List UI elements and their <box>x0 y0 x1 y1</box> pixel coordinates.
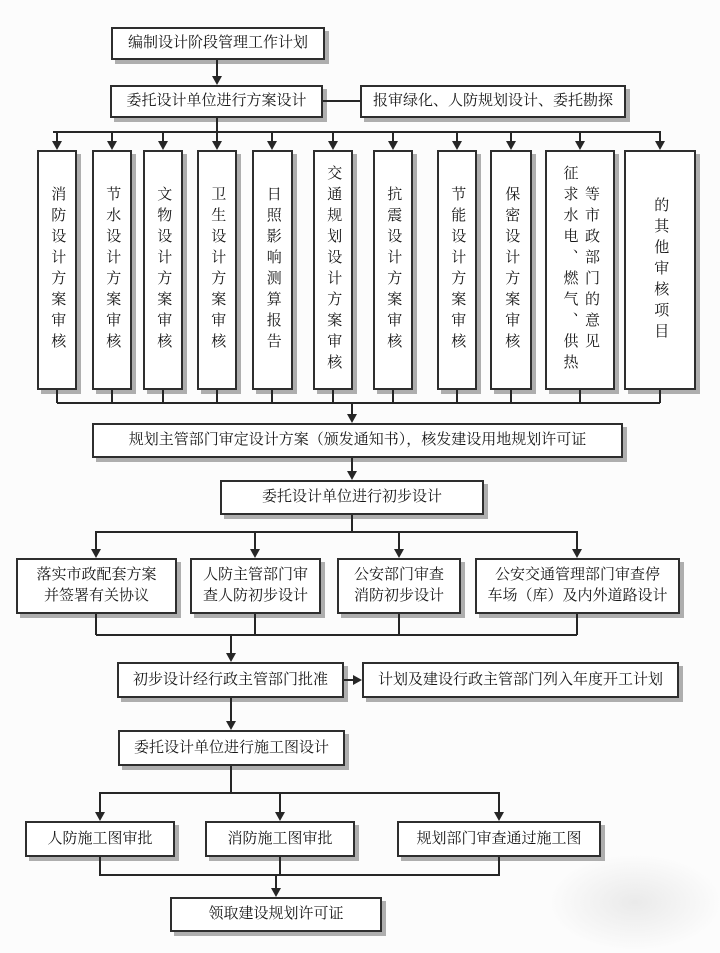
column-label: 交通规划设计方案审核 <box>325 165 342 375</box>
box-label: 计划及建设行政主管部门列入年度开工计划 <box>377 671 663 688</box>
column-label: 卫生设计方案审核 <box>209 186 226 354</box>
box-label: 委托设计单位进行初步设计 <box>261 489 442 505</box>
arrowhead-down <box>575 141 585 150</box>
box-label: 委托设计单位进行方案设计 <box>126 93 307 109</box>
collecting-line <box>96 634 577 636</box>
box-label: 规划主管部门审定设计方案（颁发通知书），核发建设用地规划许可证 <box>128 432 587 448</box>
box-label: 规划部门审查通过施工图 <box>416 830 582 847</box>
connector-hline <box>344 679 353 681</box>
box-label: 人防施工图审批 <box>47 830 153 847</box>
arrowhead-down <box>226 653 236 662</box>
arrowhead-down <box>328 141 338 150</box>
review-column-energy-saving <box>437 150 477 390</box>
connector-vline <box>279 792 281 813</box>
review-column-seismic <box>373 150 413 390</box>
arrowhead-right <box>353 675 362 685</box>
connector-vline <box>254 614 256 635</box>
review-column-fire <box>37 150 77 390</box>
arrowhead-down <box>226 721 236 730</box>
connector-vline <box>398 614 400 635</box>
box-label-line1: 落实市政配套方案 <box>36 567 157 583</box>
column-label: 节水设计方案审核 <box>104 186 121 354</box>
box-label-line2: 并签署有关协议 <box>43 588 149 604</box>
box-label-line1: 公安部门审查 <box>353 567 444 583</box>
box-obtain-construction-planning-permit <box>170 897 382 932</box>
connector-hline <box>323 100 360 102</box>
connector-vline <box>216 118 218 132</box>
box-label: 初步设计经行政主管部门批准 <box>132 671 328 688</box>
box-prepare-design-stage-plan <box>111 27 325 60</box>
box-fire-drawing-approval <box>205 821 355 857</box>
box-public-security-fire-preliminary-review <box>337 558 461 614</box>
box-civil-defense-drawing-approval <box>25 821 175 857</box>
box-label-line2: 查人防初步设计 <box>202 588 308 604</box>
connector-vline <box>498 792 500 813</box>
box-label-line1: 人防主管部门审 <box>202 567 308 583</box>
box-label: 委托设计单位进行施工图设计 <box>133 739 329 756</box>
arrowhead-down <box>572 549 582 558</box>
box-annual-construction-start-plan <box>362 662 679 698</box>
connector-vline <box>230 766 232 793</box>
box-commission-construction-drawing-design <box>118 730 345 766</box>
connector-vline <box>576 531 578 550</box>
split-line <box>96 531 577 533</box>
column-label: 抗震设计方案审核 <box>385 186 402 354</box>
distribution-line <box>53 131 660 133</box>
connector-vline <box>254 531 256 550</box>
arrowhead-down <box>91 549 101 558</box>
arrowhead-down <box>655 141 665 150</box>
connector-vline <box>230 634 232 654</box>
arrowhead-down <box>95 812 105 821</box>
box-planning-department-drawing-review <box>397 821 601 857</box>
collecting-line <box>57 402 660 404</box>
split-line <box>100 792 499 794</box>
box-commission-preliminary-design <box>220 480 484 515</box>
connector-vline <box>99 792 101 813</box>
arrowhead-down <box>388 141 398 150</box>
review-column-sanitation <box>197 150 237 390</box>
box-planning-authority-approval <box>92 423 623 458</box>
review-column-municipal-opinions <box>545 150 615 390</box>
box-civil-defense-preliminary-review <box>190 558 321 614</box>
connector-vline <box>216 60 218 77</box>
box-municipal-supporting-agreements <box>16 558 177 614</box>
arrowhead-down <box>212 76 222 85</box>
review-column-confidentiality <box>490 150 532 390</box>
column-label: 消防设计方案审核 <box>49 186 66 354</box>
review-column-other-items <box>624 150 696 390</box>
arrowhead-down <box>506 141 516 150</box>
arrowhead-down <box>267 141 277 150</box>
box-report-greening-civil-defense-exploration <box>360 85 626 118</box>
connector-vline <box>576 614 578 635</box>
box-label-line2: 消防初步设计 <box>353 588 444 604</box>
collecting-line <box>100 874 499 876</box>
box-preliminary-design-approved <box>117 662 344 698</box>
box-label-line2: 车场（库）及内外道路设计 <box>487 588 668 604</box>
arrowhead-down <box>452 141 462 150</box>
box-label: 领取建设规划许可证 <box>208 906 344 922</box>
box-label: 报审绿化、人防规划设计、委托勘探 <box>372 93 613 109</box>
connector-vline <box>351 458 353 472</box>
connector-vline <box>398 531 400 550</box>
column-label: 节能设计方案审核 <box>449 186 466 354</box>
connector-vline <box>230 698 232 722</box>
review-column-cultural-relics <box>143 150 183 390</box>
box-traffic-management-parking-road-review <box>475 558 680 614</box>
review-column-water-saving <box>92 150 132 390</box>
column-label-line2: 等市政部门的意见 <box>583 186 599 354</box>
connector-vline <box>95 531 97 550</box>
arrowhead-down <box>494 812 504 821</box>
arrowhead-down <box>271 888 281 897</box>
box-label-line1: 公安交通管理部门审查停 <box>494 567 660 583</box>
arrowhead-down <box>347 471 357 480</box>
box-commission-scheme-design <box>110 85 323 118</box>
scan-artifact-smudge <box>550 855 720 950</box>
arrowhead-down <box>347 414 357 423</box>
box-label: 编制设计阶段管理工作计划 <box>127 35 308 51</box>
column-label: 文物设计方案审核 <box>155 186 172 354</box>
box-label: 消防施工图审批 <box>227 830 333 847</box>
arrowhead-down <box>212 141 222 150</box>
connector-vline <box>95 614 97 635</box>
column-label: 的其他审核项目 <box>652 196 669 344</box>
arrowhead-down <box>52 141 62 150</box>
connector-vline <box>351 515 353 532</box>
review-column-sunlight-report <box>252 150 293 390</box>
arrowhead-down <box>158 141 168 150</box>
arrowhead-down <box>394 549 404 558</box>
arrowhead-down <box>107 141 117 150</box>
column-label-line1: 征求水电、燃气、供热 <box>561 165 578 375</box>
column-label: 保密设计方案审核 <box>503 186 520 354</box>
review-column-traffic-planning <box>313 150 353 390</box>
arrowhead-down <box>250 549 260 558</box>
column-label: 日照影响测算报告 <box>264 186 281 354</box>
connector-vline <box>275 874 277 889</box>
arrowhead-down <box>275 812 285 821</box>
